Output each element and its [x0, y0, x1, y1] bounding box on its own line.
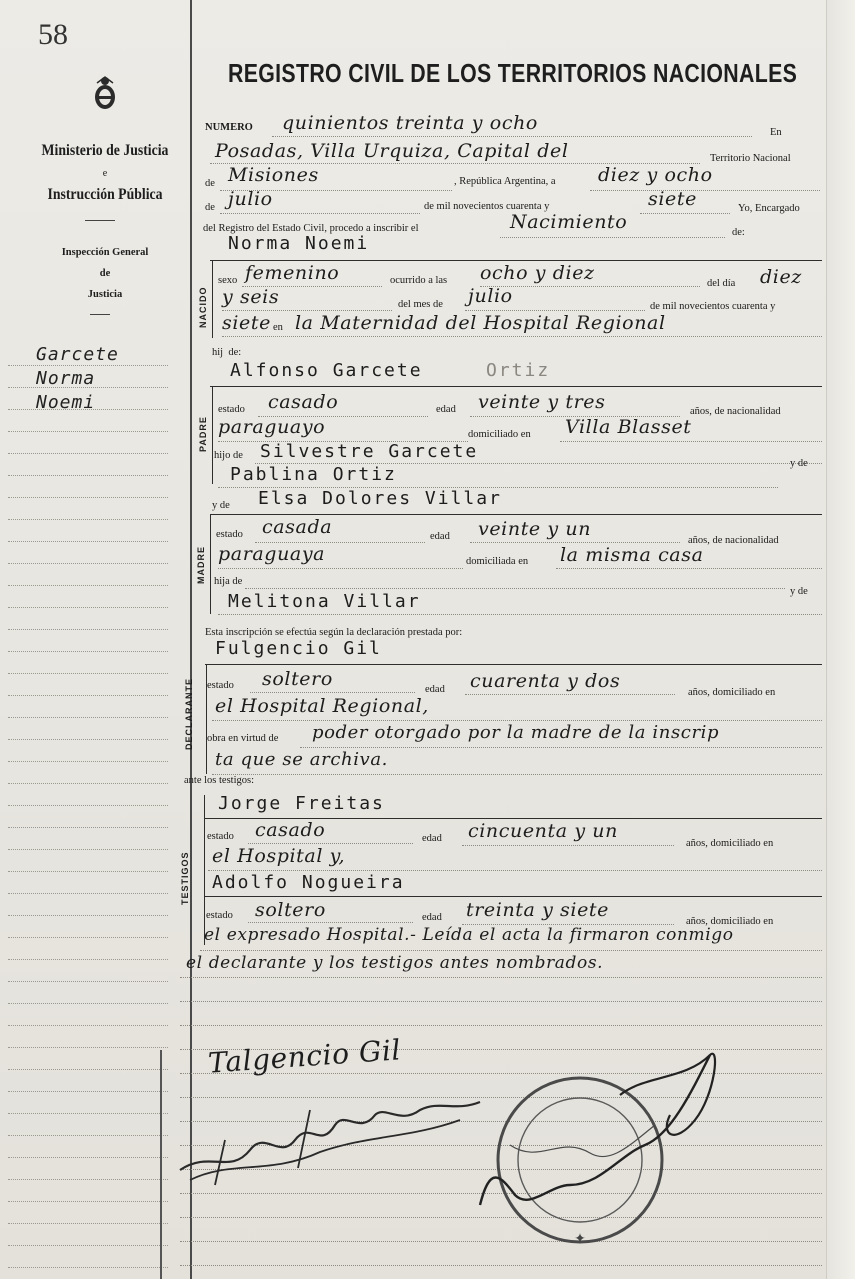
t1-dom-rule	[208, 870, 822, 871]
stub-rule	[8, 1179, 168, 1180]
stub-rule	[8, 1223, 168, 1224]
padre-value-faint: Ortiz	[486, 360, 551, 381]
madre-value: Elsa Dolores Villar	[258, 488, 502, 509]
declarante-value: Fulgencio Gil	[215, 638, 382, 659]
t2-dom-rule	[200, 950, 822, 951]
signature-witness-1	[170, 1080, 500, 1190]
madre-section-label: MADRE	[196, 546, 206, 584]
declarante-top-rule	[205, 664, 822, 665]
svg-text:✦: ✦	[574, 1231, 586, 1247]
madre-nac-rule	[218, 568, 463, 569]
madre-edad-value: veinte y un	[478, 518, 592, 540]
stub-rule	[8, 1003, 168, 1004]
testigos-section-label: TESTIGOS	[180, 851, 190, 905]
decl-edad-rule	[465, 694, 675, 695]
stub-rule	[8, 475, 168, 476]
stub-rule	[8, 827, 168, 828]
t2-edad-value: treinta y siete	[466, 899, 610, 921]
republica-label: , República Argentina, a	[454, 176, 556, 187]
dia-value: diez y ocho	[598, 164, 713, 186]
inscripcion-label: Esta inscripción se efectúa según la declaración prestada por:	[205, 627, 463, 638]
stub-lower-line	[160, 1050, 162, 1279]
decl-edad-value: cuarenta y dos	[470, 670, 621, 692]
madre-bracket	[210, 514, 211, 614]
hijo-de-padre-label: hijo de	[214, 450, 243, 461]
madre-edad-label: edad	[430, 531, 450, 542]
anio-rule	[640, 213, 730, 214]
stub-rule	[8, 365, 168, 366]
t2-edad-label: edad	[422, 912, 442, 923]
stub-rule	[8, 739, 168, 740]
madre-estado-value: casada	[262, 516, 333, 538]
blank-rule	[180, 1265, 822, 1266]
stub-rule	[8, 1069, 168, 1070]
lugar-nac-value: la Maternidad del Hospital Regional	[295, 312, 666, 334]
numero-value: quinientos treinta y ocho	[282, 112, 538, 134]
declarante-section-label: DECLARANTE	[184, 678, 194, 750]
stub-rule	[8, 915, 168, 916]
padre-bracket	[212, 386, 213, 484]
stub-rule	[8, 1201, 168, 1202]
abuela-value: Pablina Ortiz	[230, 464, 397, 485]
page-edge	[826, 0, 855, 1279]
t1-anos-label: años, domiciliado en	[686, 838, 774, 849]
lugar-value: Posadas, Villa Urquiza, Capital del	[215, 140, 569, 162]
obra-value-2: ta que se archiva.	[215, 749, 388, 770]
signature-declarante: Talgencio Gil	[207, 1033, 403, 1080]
mes-nac-rule	[465, 310, 645, 311]
stub-rule	[8, 1157, 168, 1158]
ministry-line-1: Ministerio de Justicia	[41, 142, 169, 159]
hora-rule	[480, 286, 700, 287]
stub-rule	[8, 541, 168, 542]
acto-rule	[500, 237, 725, 238]
t1-edad-label: edad	[422, 833, 442, 844]
obra-label: obra en virtud de	[207, 733, 279, 744]
hijo-de-label: hij de:	[212, 347, 242, 358]
madre-dom-label: domiciliada en	[466, 556, 529, 567]
decl-dom-rule	[212, 720, 822, 721]
stub-rule	[8, 783, 168, 784]
yo-label: Yo, Encargado	[738, 203, 800, 214]
t2-estado-value: soltero	[255, 899, 326, 921]
ocurrido-label: ocurrido a las	[390, 275, 448, 286]
de-label-2: de	[205, 202, 215, 213]
stub-rule	[8, 871, 168, 872]
testigo2-value: Adolfo Nogueira	[212, 872, 405, 893]
nacido-bracket	[212, 260, 213, 338]
stub-rule	[8, 453, 168, 454]
sexo-label: sexo	[218, 275, 238, 286]
inspeccion-line-2: de	[99, 268, 111, 279]
stub-rule	[8, 409, 168, 410]
t1-estado-rule	[248, 843, 413, 844]
obra-rule-2	[212, 774, 822, 775]
stub-rule	[8, 937, 168, 938]
madre-dom-value: la misma casa	[560, 544, 704, 566]
stub-rule	[8, 893, 168, 894]
stub-rule	[8, 387, 168, 388]
decl-anos-label: años, domiciliado en	[688, 687, 776, 698]
blank-rule	[180, 1001, 822, 1002]
testigos-bracket	[204, 795, 205, 945]
stub-rule	[8, 431, 168, 432]
cierre-value: el declarante y los testigos antes nombrados.	[186, 953, 604, 973]
stub-rule	[8, 1135, 168, 1136]
en-label-2: en	[273, 322, 283, 333]
obra-rule-1	[300, 747, 822, 748]
abuela-m-rule	[218, 614, 822, 615]
dia-rule	[590, 190, 820, 191]
inspeccion-line-1: Inspección General	[61, 247, 149, 258]
decl-estado-value: soltero	[262, 668, 333, 690]
padre-value: Alfonso Garcete	[230, 360, 423, 381]
padre-edad-value: veinte y tres	[478, 391, 606, 413]
madre-anos-label: años, de nacionalidad	[688, 535, 779, 546]
stub-rule	[8, 761, 168, 762]
de-mil-label: de mil novecientos cuarenta y	[424, 201, 550, 212]
blank-rule	[180, 1025, 822, 1026]
stub-divider	[85, 220, 115, 221]
dia-nac-cont: y seis	[222, 286, 280, 308]
del-mes-label: del mes de	[398, 299, 443, 310]
coat-of-arms-icon	[92, 75, 118, 111]
stub-rule	[8, 607, 168, 608]
nombre-value: Norma Noemi	[228, 233, 370, 254]
stub-rule	[8, 519, 168, 520]
ministry-connector: e	[102, 168, 108, 179]
de-mil-label-2: de mil novecientos cuarenta y	[650, 301, 776, 312]
stub-rule	[8, 1113, 168, 1114]
stub-secondname: Noemi	[36, 392, 96, 413]
y-de-madre-label-2: y de	[790, 586, 808, 597]
stub-rule	[8, 717, 168, 718]
inspeccion-line-3: Justicia	[87, 289, 123, 300]
y-de-label: y de	[790, 458, 808, 469]
stub-firstname: Norma	[36, 368, 96, 389]
padre-anos-label: años, de nacionalidad	[690, 406, 781, 417]
stub-rule	[8, 849, 168, 850]
stub-rule	[8, 805, 168, 806]
decl-estado-rule	[250, 692, 415, 693]
madre-edad-rule	[470, 542, 680, 543]
t1-estado-label: estado	[207, 831, 234, 842]
padre-dom-label: domiciliado en	[468, 429, 531, 440]
ministry-line-2: Instrucción Pública	[47, 186, 163, 203]
page-number: 58	[38, 18, 68, 51]
stub-rule	[8, 673, 168, 674]
t2-estado-rule	[248, 922, 413, 923]
testigo2-rule	[204, 896, 822, 897]
de-label: de	[205, 178, 215, 189]
padre-dom-rule	[560, 441, 822, 442]
stub-divider-2	[90, 314, 110, 315]
nacido-section-label: NACIDO	[198, 286, 208, 328]
stub-rule	[8, 981, 168, 982]
hija-de-rule	[245, 588, 785, 589]
padre-edad-label: edad	[436, 404, 456, 415]
mes-value: julio	[228, 188, 273, 210]
stub-rule	[8, 959, 168, 960]
de-colon-label: de:	[732, 227, 745, 238]
t1-edad-rule	[462, 845, 674, 846]
lugar-nac-rule	[222, 336, 822, 337]
padre-dom-value: Villa Blasset	[565, 416, 692, 438]
numero-label: NUMERO	[205, 122, 253, 133]
t2-anos-label: años, domiciliado en	[686, 916, 774, 927]
en-label: En	[770, 127, 782, 138]
padre-estado-value: casado	[268, 391, 339, 413]
t1-estado-value: casado	[255, 819, 326, 841]
stub-surname: Garcete	[36, 344, 119, 365]
stub-rule	[8, 497, 168, 498]
ante-testigos-label: ante los testigos:	[184, 775, 254, 786]
madre-dom-rule	[556, 568, 822, 569]
abuela-m-value: Melitona Villar	[228, 591, 421, 612]
numero-rule	[272, 136, 752, 137]
decl-edad-label: edad	[425, 684, 445, 695]
madre-estado-label: estado	[216, 529, 243, 540]
decl-dom-value: el Hospital Regional,	[215, 695, 429, 717]
t2-estado-label: estado	[206, 910, 233, 921]
del-dia-label: del día	[707, 278, 736, 289]
anio-nac-value: siete	[222, 312, 271, 334]
sexo-value: femenino	[245, 262, 340, 284]
stub-rule	[8, 585, 168, 586]
stub-rule	[8, 1091, 168, 1092]
t2-dom-value: el expresado Hospital.- Leída el acta la firmaron conmigo	[204, 925, 734, 945]
padre-estado-label: estado	[218, 404, 245, 415]
stub-rule	[8, 629, 168, 630]
stub-rule	[8, 651, 168, 652]
padre-nac-value: paraguayo	[218, 416, 326, 438]
territorio-value: Misiones	[228, 164, 319, 186]
mes-nac-value: julio	[468, 285, 513, 307]
official-stamp	[470, 1035, 750, 1265]
stub-rule	[8, 1245, 168, 1246]
y-de-madre-label: y de	[212, 500, 230, 511]
dia-nac-value: diez	[760, 266, 802, 288]
page-title: REGISTRO CIVIL DE LOS TERRITORIOS NACIONALES	[228, 58, 798, 88]
stub-rule	[8, 563, 168, 564]
stub-rule	[8, 1267, 168, 1268]
decl-estado-label: estado	[207, 680, 234, 691]
t1-dom-value: el Hospital y,	[212, 845, 346, 867]
acto-value: Nacimiento	[510, 211, 628, 233]
stub-rule	[8, 1025, 168, 1026]
madre-top-rule	[210, 514, 822, 515]
dia-nac-rule	[222, 310, 392, 311]
padre-section-label: PADRE	[198, 416, 208, 452]
testigo1-value: Jorge Freitas	[218, 793, 385, 814]
territorio-label: Territorio Nacional	[710, 153, 791, 164]
hora-value: ocho y diez	[480, 262, 595, 284]
cierre-rule	[180, 977, 822, 978]
madre-nac-value: paraguaya	[218, 543, 326, 565]
padre-top-rule	[210, 386, 822, 387]
obra-value-1: poder otorgado por la madre de la inscrip	[312, 722, 720, 743]
abuelo-value: Silvestre Garcete	[260, 441, 479, 462]
del-registro-label: del Registro del Estado Civil, procedo a inscribir el	[203, 223, 419, 234]
t1-edad-value: cincuenta y un	[468, 820, 618, 842]
mes-rule	[220, 213, 420, 214]
stub-rule	[8, 1047, 168, 1048]
anio-value: siete	[648, 188, 697, 210]
hija-de-label: hija de	[214, 576, 243, 587]
stub-rule	[8, 695, 168, 696]
nacido-top-rule	[210, 260, 822, 261]
